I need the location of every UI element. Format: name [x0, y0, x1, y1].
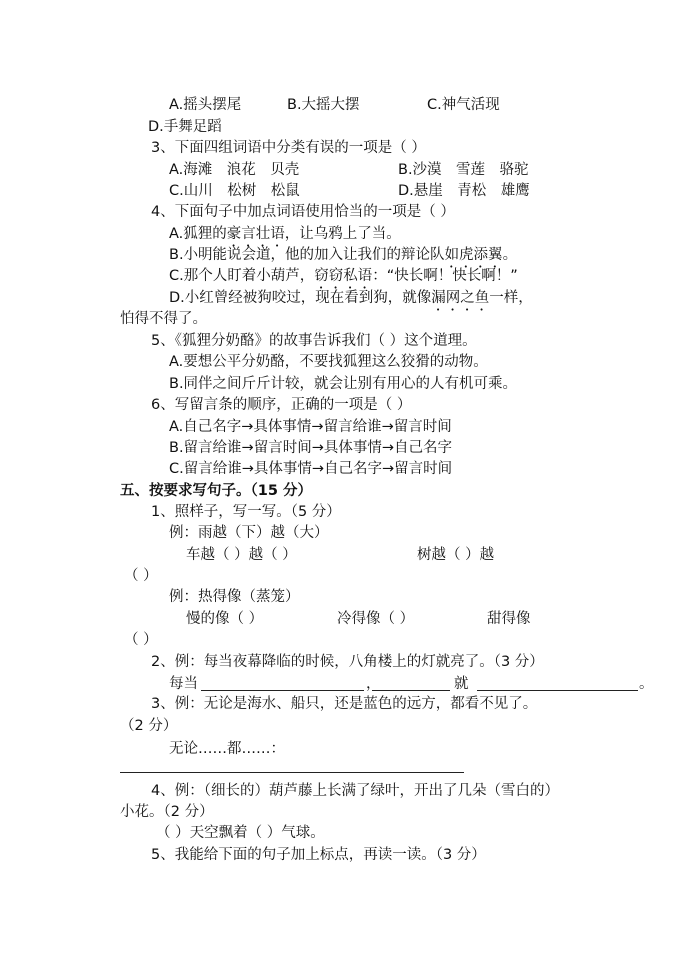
q4-option-c: C.那个人盯着小葫芦，窃窃私语：“快长啊！快长啊！”: [169, 268, 518, 284]
s5-q1-row1-continued: （ ）: [124, 568, 158, 584]
q3-stem: 3、下面四组词语中分类有误的一项是（ ）: [151, 140, 426, 156]
s5-q1-row2-item1: 慢的像（ ）: [186, 611, 264, 627]
s5-q4-stem-continued: 小花。（2 分）: [120, 804, 214, 820]
s5-q1-row1-item1: 车越（ ）越（ ）: [186, 547, 297, 563]
s5-q1-example-2: 例：热得像（蒸笼）: [169, 589, 300, 605]
s5-q3-answer-line[interactable]: [120, 772, 464, 773]
q5-option-b: B.同伴之间斤斤计较，就会让别有用心的人有机可乘。: [169, 376, 518, 392]
q6-option-b: B.留言给谁→留言时间→具体事情→自己名字: [169, 440, 453, 456]
s5-q3-pattern: 无论……都……：: [169, 741, 285, 757]
s5-q2-word-meidang: 每当: [169, 676, 198, 692]
s5-q1-row1-item2: 树越（ ）越: [417, 547, 495, 563]
q5-option-a: A.要想公平分奶酪，不要找狐狸这么狡猾的动物。: [169, 354, 488, 370]
s5-q2-stem: 2、例：每当夜幕降临的时候，八角楼上的灯就亮了。（3 分）: [151, 654, 544, 670]
s5-q2-period: 。: [639, 676, 654, 692]
s5-q3-score: （2 分）: [120, 718, 178, 734]
q3-option-b: B.沙漠 雪莲 骆驼: [398, 162, 529, 178]
s5-q2-blank-1[interactable]: [201, 690, 364, 691]
q6-option-a: A.自己名字→具体事情→留言给谁→留言时间: [169, 419, 452, 435]
q4-option-d-dotted-word: 漏网之鱼: [431, 290, 490, 306]
s5-q2-comma: ，: [366, 676, 381, 692]
s5-q2-word-jiu: 就: [454, 676, 469, 692]
s5-q4-fill-line: （ ）天空飘着（ ）气球。: [156, 825, 325, 841]
s5-q2-blank-2[interactable]: [372, 690, 450, 691]
q4-option-d: D.小红曾经被狗咬过，现在看到狗，就像漏网之鱼一样，: [169, 290, 533, 306]
q2-option-b: B.大摇大摆: [287, 97, 360, 113]
q2-option-a: A.摇头摆尾: [169, 97, 242, 113]
q2-option-c: C.神气活现: [427, 97, 500, 113]
q4-option-a: A.狐狸的豪言壮语，让乌鸦上了当。: [169, 226, 401, 242]
q3-option-a: A.海滩 浪花 贝壳: [169, 162, 300, 178]
q4-option-a-dotted-word: 豪言壮语: [226, 226, 285, 242]
s5-q4-stem: 4、例：（细长的）葫芦藤上长满了绿叶，开出了几朵（雪白的）: [151, 783, 559, 799]
q4-option-b: B.小明能说会道，他的加入让我们的辩论队如虎添翼。: [169, 247, 518, 263]
s5-q2-blank-3[interactable]: [477, 690, 638, 691]
q4-option-c-dotted-word: 窃窃私语: [314, 268, 373, 284]
q6-option-c: C.留言给谁→具体事情→自己名字→留言时间: [169, 461, 453, 477]
q3-option-c: C.山川 松树 松鼠: [169, 183, 300, 199]
q6-stem: 6、写留言条的顺序，正确的一项是（ ）: [151, 397, 412, 413]
q4-stem: 4、下面句子中加点词语使用恰当的一项是（ ）: [151, 204, 455, 220]
s5-q1-row2-item2: 冷得像（ ）: [337, 611, 415, 627]
q5-stem: 5、《狐狸分奶酪》的故事告诉我们（ ）这个道理。: [151, 333, 477, 349]
q4-option-b-dotted-word: 如虎添翼: [444, 247, 503, 263]
s5-q1-row2-item3: 甜得像: [487, 611, 531, 627]
q4-option-d-continued: 怕得不得了。: [120, 311, 207, 327]
s5-q1-example-1: 例：雨越（下）越（大）: [169, 525, 329, 541]
s5-q1-row2-continued: （ ）: [124, 632, 158, 648]
section-5-title: 五、按要求写句子。（15 分）: [120, 483, 312, 499]
q3-option-d: D.悬崖 青松 雄鹰: [398, 183, 530, 199]
s5-q1-stem: 1、照样子，写一写。（5 分）: [151, 504, 341, 520]
s5-q3-stem: 3、例：无论是海水、船只，还是蓝色的远方，都看不见了。: [151, 696, 538, 712]
q2-option-d: D.手舞足蹈: [148, 119, 222, 135]
s5-q5-stem: 5、我能给下面的句子加上标点，再读一读。（3 分）: [151, 847, 486, 863]
